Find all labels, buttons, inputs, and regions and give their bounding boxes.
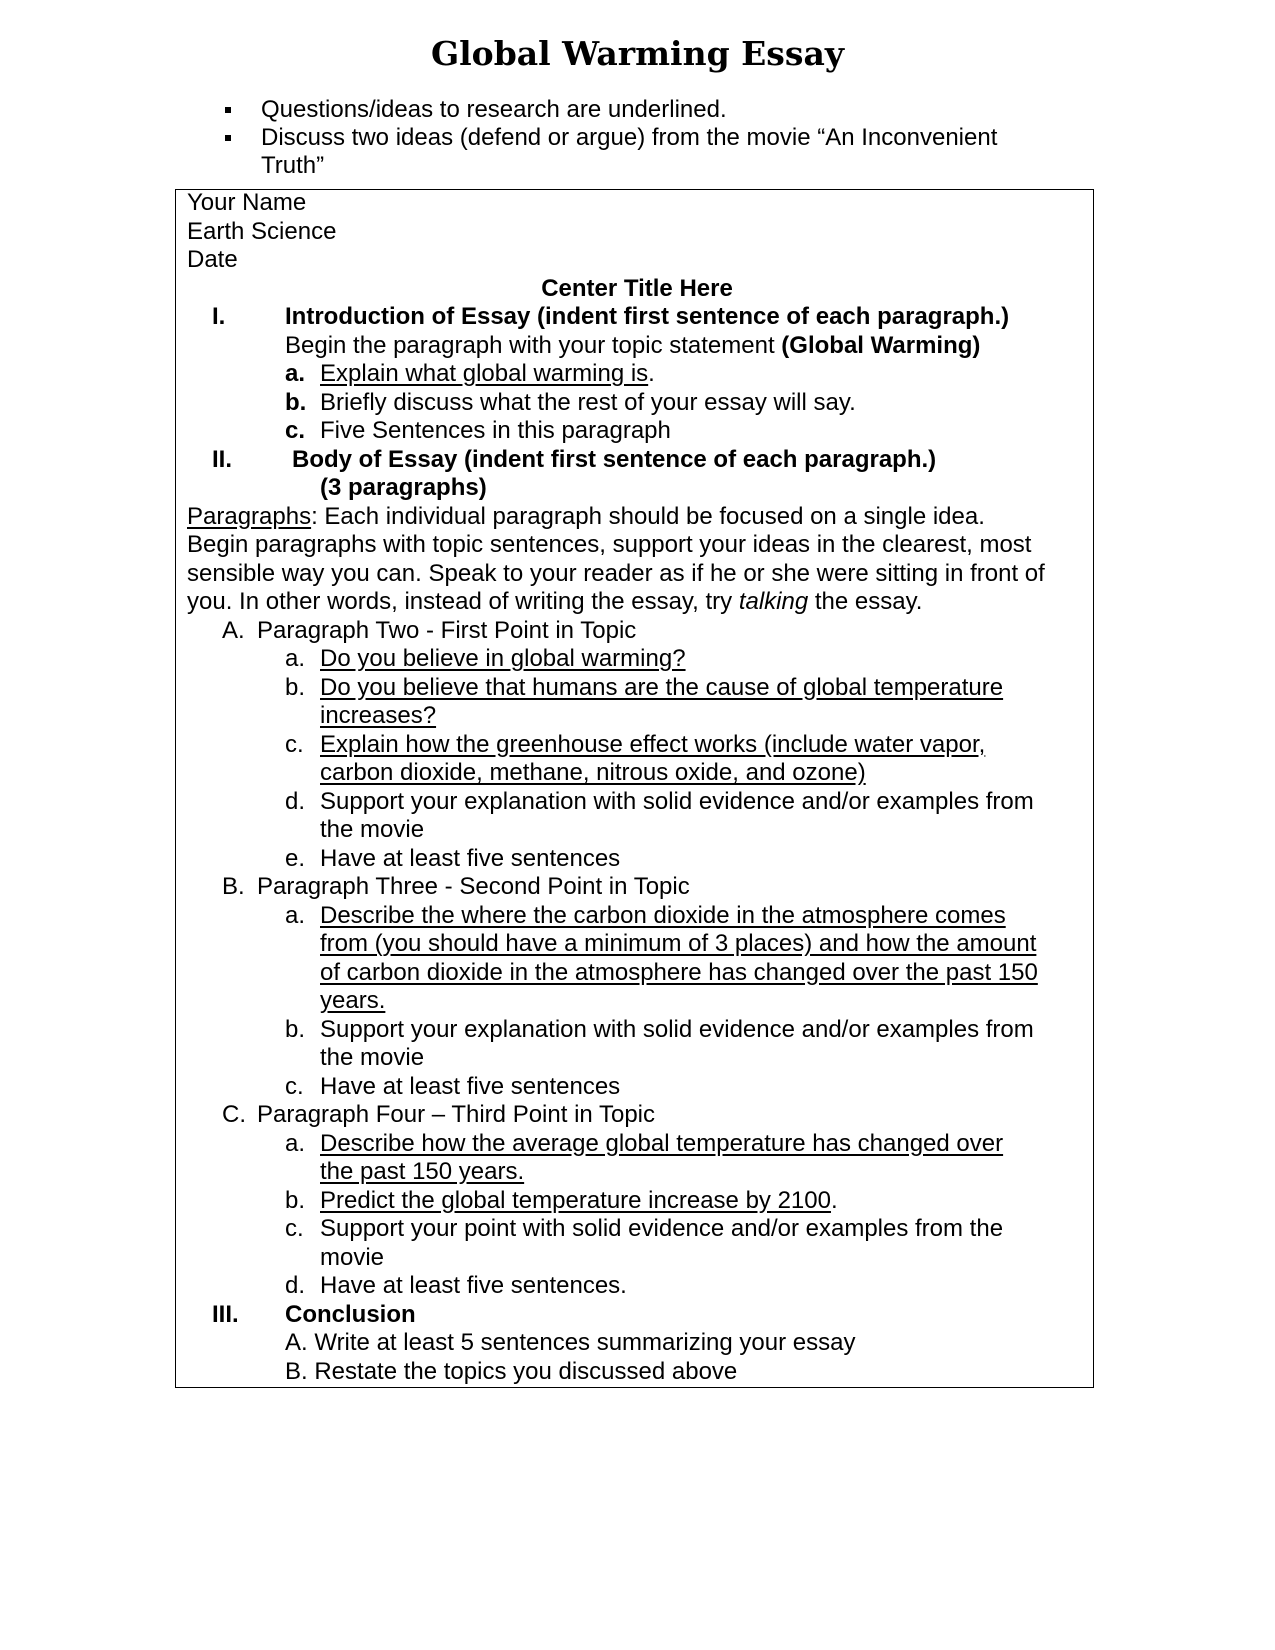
item-text: Support your point with solid evidence and/or examples from the [320,1215,1004,1242]
item-letter: c. [285,1215,304,1242]
item-text-underlined: the past 150 years. [320,1158,525,1185]
item-letter: c. [285,730,304,758]
conclusion-numeral: III. [212,1300,239,1328]
outline-item-line [187,930,1087,959]
paragraphs-line: sensible way you can. Speak to your reader as if he or she were sitting in front of [187,559,1045,587]
item-text-underlined: from (you should have a minimum of 3 places) and how the amount [320,930,1037,957]
outline-item-line [187,759,1087,788]
item-text-underlined: Do you believe that humans are the cause of global temperature [320,673,1004,701]
date-line: Date [187,246,238,273]
paragraphs-text: the essay. [808,588,923,615]
instruction-text: Questions/ideas to research are underlined. [261,96,727,123]
body-heading-2 [187,474,1087,503]
item-letter: a. [285,645,306,672]
body-heading-count: (3 paragraphs) [320,474,487,501]
outline-item-line [187,1044,1087,1073]
conclusion-heading-text: Conclusion [285,1300,416,1328]
item-letter: c. [285,1072,304,1100]
paragraphs-text: you. In other words, instead of writing the essay, try [187,588,739,615]
instruction-item [220,124,1080,180]
item-text: Briefly discuss what the rest of your essay will say. [320,388,856,416]
paragraphs-label: Paragraphs [187,502,312,530]
item-text-underlined: Explain how the greenhouse effect works (include water vapor, [320,730,986,758]
item-letter: c. [285,417,306,444]
instruction-text: Discuss two ideas (defend or argue) from the movie “An Inconvenient [261,124,998,151]
item-suffix: . [648,360,655,387]
intro-lead [187,332,1087,361]
conclusion-item-text: A. Write at least 5 sentences summarizing your essay [285,1329,856,1356]
intro-item [187,360,1087,389]
item-text: movie [320,1243,385,1271]
outline-item-line [187,1158,1087,1187]
essay-outline [187,189,1087,1386]
paragraphs-line: Begin paragraphs with topic sentences, support your ideas in the clearest, most [187,531,1032,558]
item-letter: b. [285,673,306,701]
item-text-underlined: carbon dioxide, methane, nitrous oxide, and ozone) [320,759,866,786]
item-text-underlined: Describe how the average global temperature has changed over [320,1129,1004,1157]
item-text: Support your explanation with solid evidence and/or examples from [320,787,1034,815]
instruction-list [220,96,1080,180]
section-label: A. [222,616,245,644]
outline-item-line [187,902,1087,931]
item-text-underlined: Describe the where the carbon dioxide in the atmosphere comes [320,901,1006,929]
outline-item-line [187,1016,1087,1045]
your-name-line: Your Name [187,189,307,216]
section-label: C. [222,1101,246,1128]
item-text: Have at least five sentences [320,1072,621,1100]
item-letter: a. [285,1129,306,1157]
section-title: Paragraph Four – Third Point in Topic [257,1101,656,1128]
outline-item-line [187,1272,1087,1301]
item-suffix: . [830,1186,838,1214]
paragraphs-italic: talking [738,588,809,615]
section-c-heading [187,1101,1087,1130]
item-letter: a. [285,901,306,929]
item-text-underlined: years. [320,987,386,1014]
body-heading-text: Body of Essay (indent first sentence of each paragraph.) [292,445,937,473]
paragraphs-line [187,503,1087,532]
intro-numeral: I. [212,303,226,330]
item-text: Have at least five sentences. [320,1272,627,1299]
item-text-underlined: of carbon dioxide in the atmosphere has changed over the past 150 [320,958,1038,986]
outline-item-line [187,702,1087,731]
item-text: Support your explanation with solid evidence and/or examples from [320,1015,1034,1043]
instruction-text-continued: Truth” [261,152,325,179]
item-text-underlined: Predict the global temperature increase by 2100 [320,1186,831,1214]
intro-heading [187,303,1087,332]
outline-item-line [187,1215,1087,1244]
section-b-items [187,902,1087,1102]
outline-item-line [187,645,1087,674]
section-c-items [187,1130,1087,1301]
outline-item-line [187,1187,1087,1216]
outline-item-line [187,1073,1087,1102]
outline-item-line [187,959,1087,988]
item-text: Five Sentences in this paragraph [320,417,671,444]
outline-item-line [187,788,1087,817]
section-a-items [187,645,1087,873]
intro-item [187,417,1087,446]
section-label: B. [222,873,245,900]
square-bullet-icon [225,135,231,141]
center-title: Center Title Here [541,274,733,302]
paragraphs-line [187,588,1087,617]
document-title: Global Warming Essay [430,34,845,73]
item-text: the movie [320,1044,425,1071]
conclusion-item [187,1329,1087,1358]
instruction-item [220,96,1080,124]
item-text: Have at least five sentences [320,844,621,872]
outline-item-line [187,731,1087,760]
outline-item-line [187,845,1087,874]
outline-item-line [187,1244,1087,1273]
section-b-heading [187,873,1087,902]
item-letter: e. [285,844,306,872]
class-line: Earth Science [187,217,337,245]
section-a-heading [187,617,1087,646]
paragraphs-text: : Each individual paragraph should be focused on a single idea. [311,502,985,530]
outline-item-line [187,1130,1087,1159]
item-letter: b. [285,388,307,416]
item-letter: b. [285,1186,306,1214]
conclusion-item-text: B. Restate the topics you discussed above [285,1357,738,1385]
item-text-underlined: Do you believe in global warming? [320,645,686,672]
item-text: the movie [320,816,425,843]
square-bullet-icon [225,107,231,113]
item-letter: b. [285,1015,306,1043]
outline-item-line [187,987,1087,1016]
intro-lead-bold: (Global Warming) [781,331,981,359]
intro-lead-text: Begin the paragraph with your topic statement [285,331,782,359]
section-title: Paragraph Three - Second Point in Topic [257,873,690,900]
item-text-underlined: Explain what global warming is [320,360,649,387]
section-title: Paragraph Two - First Point in Topic [257,616,637,644]
intro-item [187,389,1087,418]
intro-heading-text: Introduction of Essay (indent first sentence of each paragraph.) [285,303,1010,330]
item-letter: d. [285,787,306,815]
conclusion-heading [187,1301,1087,1330]
item-letter: a. [285,360,306,387]
outline-item-line [187,674,1087,703]
conclusion-item [187,1358,1087,1387]
item-letter: d. [285,1272,306,1299]
outline-item-line [187,816,1087,845]
body-numeral: II. [212,445,233,473]
item-text-underlined: increases? [320,702,437,729]
body-heading [187,446,1087,475]
